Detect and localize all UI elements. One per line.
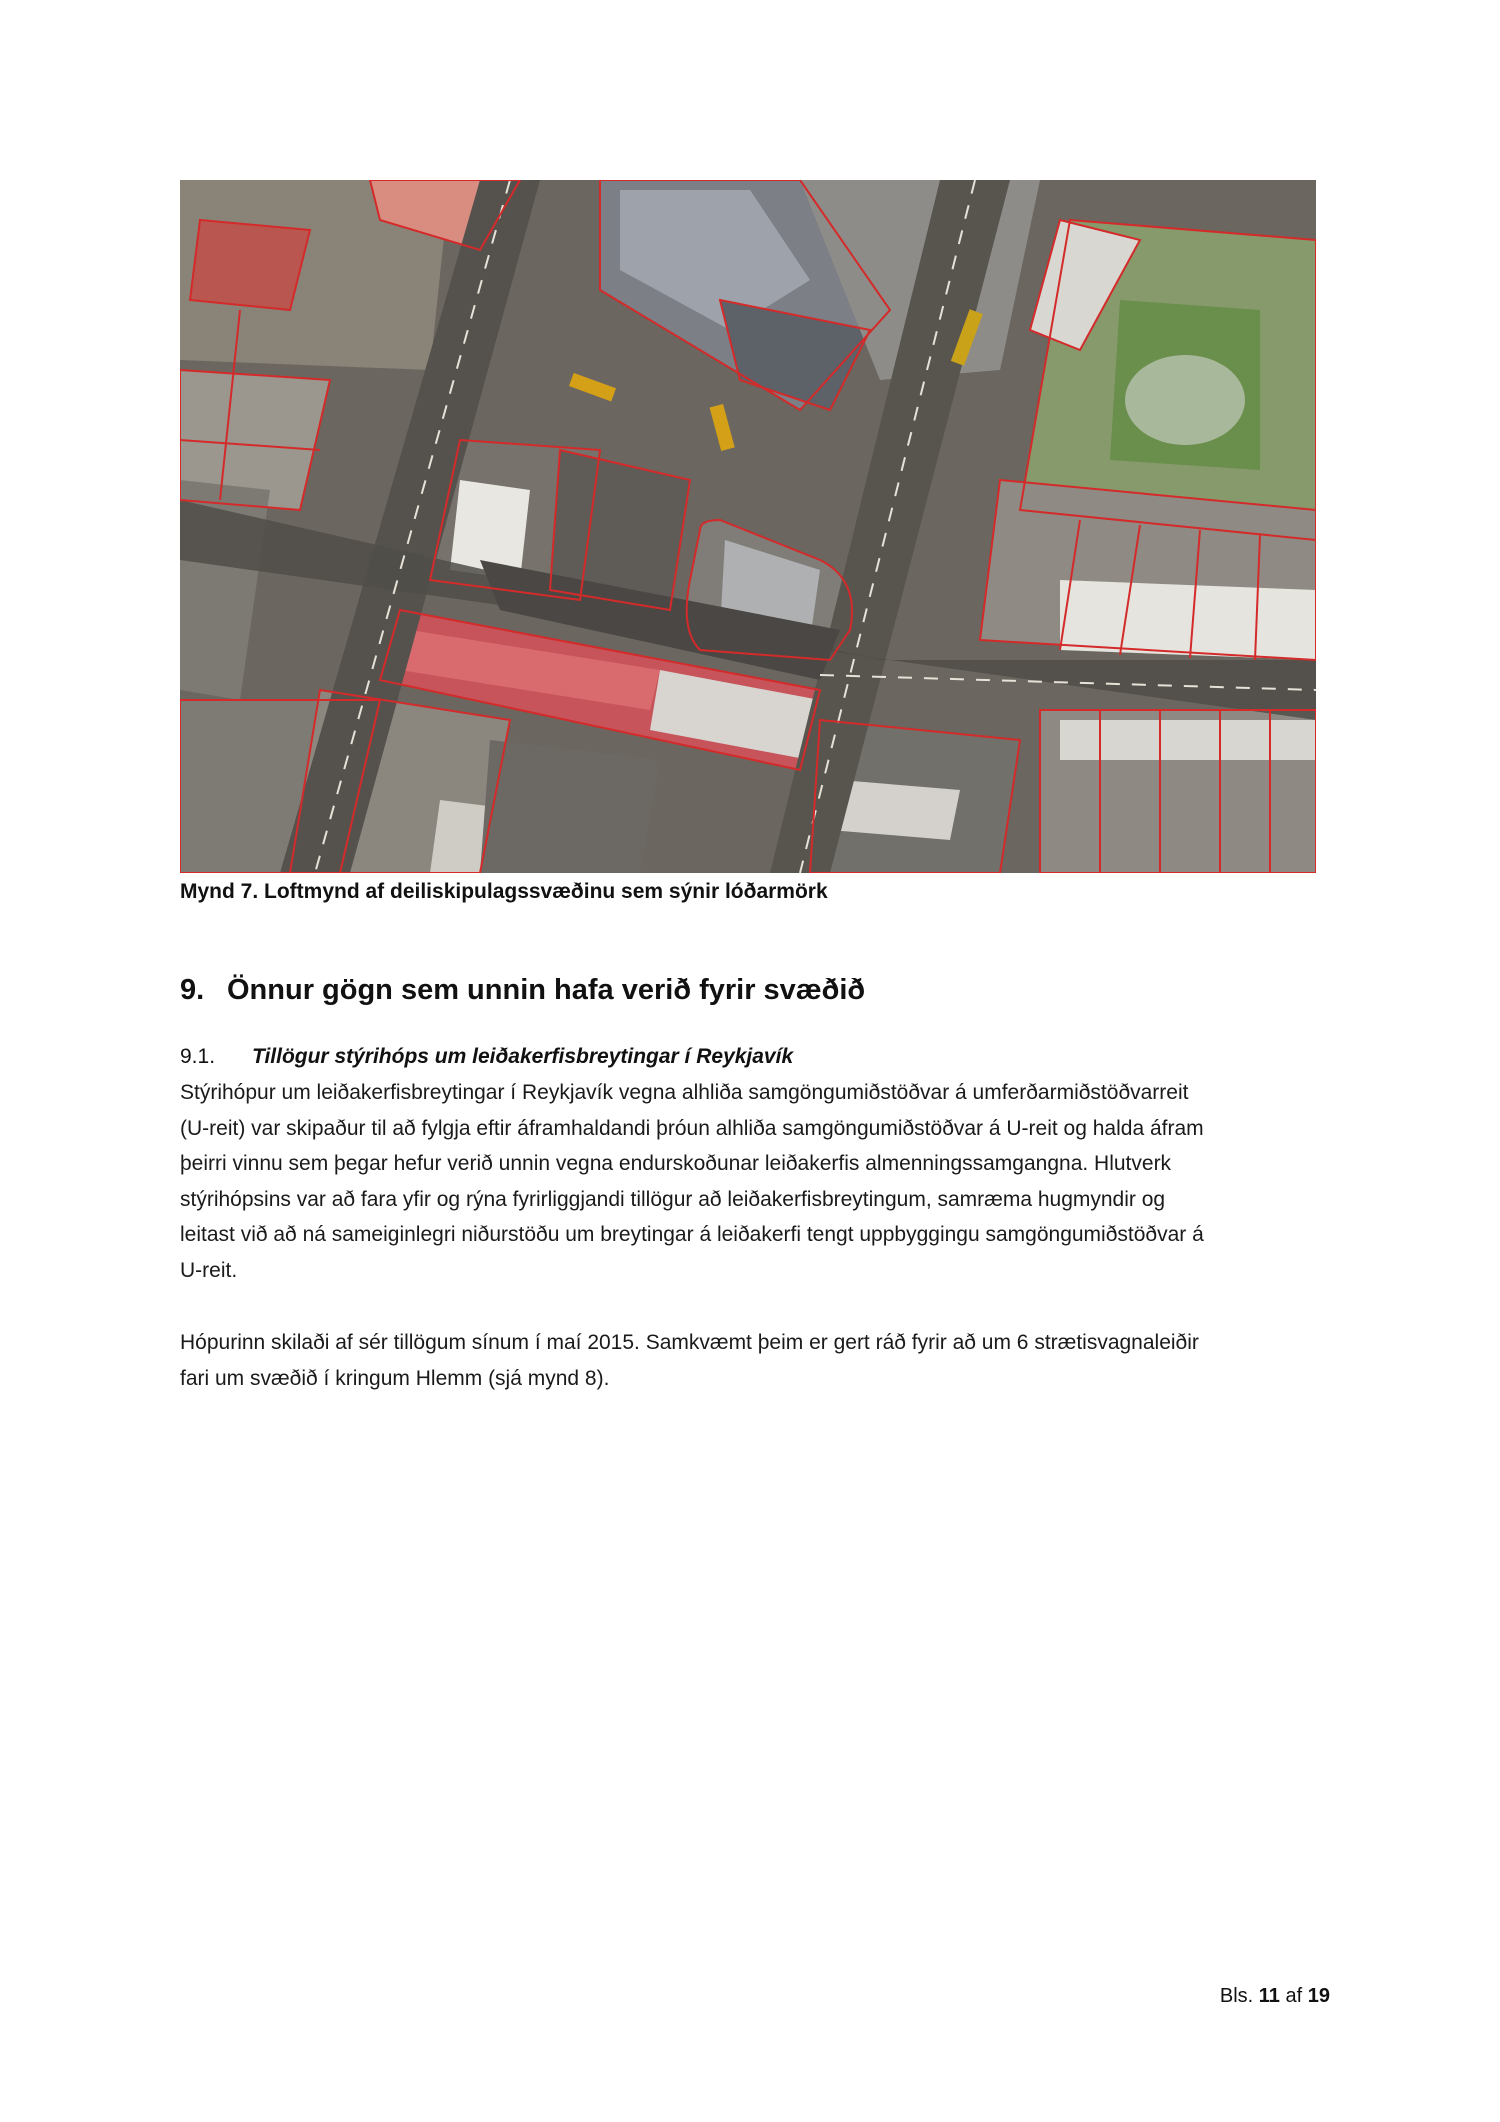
footer-page: 11 [1258,1985,1280,2007]
paragraph-line: (U-reit) var skipaður til að fylgja eftir áframhaldandi þróun alhliða samgöngumiðstöðvar á U-reit og halda áfram [180,1116,1204,1140]
figure-caption: Mynd 7. Loftmynd af deiliskipulagssvæðinu sem sýnir lóðarmörk [180,880,828,903]
page-number-footer [1220,1985,1330,2008]
section-number: 9. [180,974,205,1006]
section-heading [180,974,865,1007]
paragraph-line: stýrihópsins var að fara yfir og rýna fyrirliggjandi tillögur að leiðakerfisbreytingum, samræma hugmyndir og [180,1187,1166,1211]
aerial-photo-svg [180,180,1316,873]
paragraph-1 [180,1075,1330,1288]
paragraph-line: þeirri vinnu sem þegar hefur verið unnin vegna endurskoðunar leiðakerfis almenningssamgangna. Hlutverk [180,1152,1172,1175]
section-title: Önnur gögn sem unnin hafa verið fyrir svæðið [227,974,866,1006]
footer-total: 19 [1307,1985,1330,2007]
paragraph-line: Stýrihópur um leiðakerfisbreytingar í Reykjavík vegna alhliða samgöngumiðstöðvar á umferðarmiðstöðvarreit [180,1081,1189,1104]
paragraph-line: Hópurinn skilaði af sér tillögum sínum í maí 2015. Samkvæmt þeim er gert ráð fyrir að um 6 strætisvagnaleiðir [180,1331,1199,1354]
subsection-title: Tillögur stýrihóps um leiðakerfisbreytingar í Reykjavík [252,1045,794,1068]
subsection-number: 9.1. [180,1045,216,1068]
paragraph-2 [180,1325,1330,1396]
footer-prefix: Bls. [1219,1985,1254,2007]
footer-middle: af [1285,1985,1303,2007]
paragraph-line: fari um svæðið í kringum Hlemm (sjá mynd 8). [180,1366,610,1390]
paragraph-line: leitast við að ná sameiginlegri niðurstöðu um breytingar á leiðakerfi tengt uppbyggingu samgöngumiðstöðvar á [180,1223,1204,1246]
paragraph-line: U-reit. [180,1258,238,1282]
aerial-photo-figure [180,180,1316,873]
subsection-heading [180,1045,793,1069]
